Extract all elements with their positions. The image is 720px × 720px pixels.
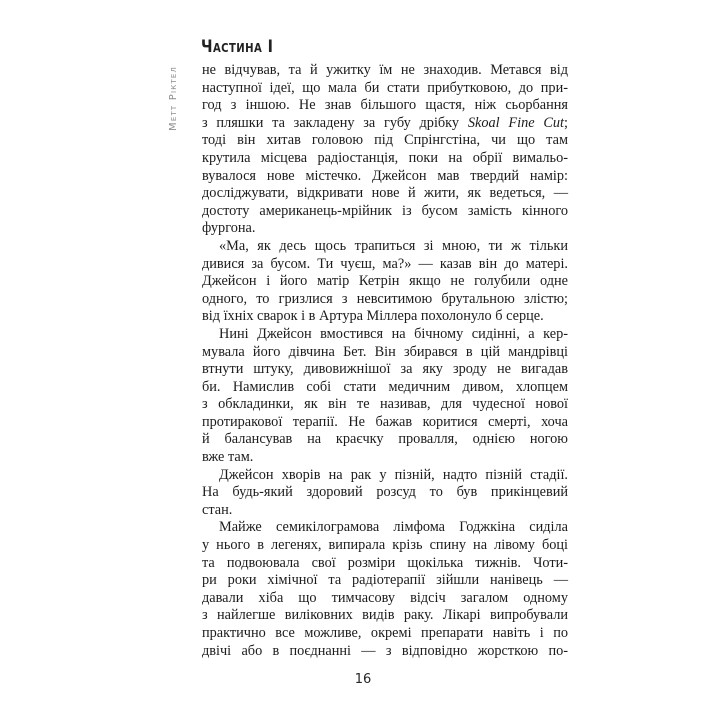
text-line: Нині Джейсон вмостився на бічному сидінні, а кер- xyxy=(219,325,568,342)
text-line: у нього в легенях, випирала крізь спину на лівому боці xyxy=(202,537,568,554)
text-line: Майже семикілограмова лімфома Годжкіна сиділа xyxy=(219,519,568,536)
text-line: втнути штуку, дивовижнішої за яку зроду не вигадав xyxy=(202,361,568,378)
text-line: «Ма, як десь щось трапиться зі мною, ти ж тільки xyxy=(219,237,568,254)
text-line: наступної ідеї, що мала би стати прибутковою, до при- xyxy=(202,79,568,96)
page-number: 16 xyxy=(354,672,372,687)
text-line: Джейсон хворів на рак у пізній, надто пізній стадії. xyxy=(219,466,568,483)
text-line: На будь-який здоровий розсуд то був прикінцевий xyxy=(202,484,568,501)
text-line: вже там. xyxy=(202,449,254,466)
text-line: двічі або в поєднанні — з відповідно жорсткою по- xyxy=(202,642,568,659)
text-line: год з іншою. Не знав більшого щастя, ніж сьорбання xyxy=(202,97,568,114)
text-line: ри роки хімічної та радіотерапії зійшли нанівець — xyxy=(202,572,568,589)
text-line: з найлегше виліковних видів раку. Лікарі випробували xyxy=(202,607,568,624)
text-line: стан. xyxy=(202,501,233,518)
text-line: протиракової терапії. Не бажав коритися смерті, хоча xyxy=(202,413,568,430)
text-line: би. Намислив собі стати медичним дивом, хлопцем xyxy=(202,378,568,395)
text-line: дивися за бусом. Ти чуєш, ма?» — казав він до матері. xyxy=(202,255,568,272)
page-body-text xyxy=(202,62,568,660)
text-line: від їхніх сварок і в Артура Міллера похолонуло б серце. xyxy=(202,308,544,325)
text-line: крутила місцева радіостанція, поки на обрії вимальо- xyxy=(202,149,568,166)
text-line: з пляшки та закладену за губу дрібку Skoal Fine Cut; xyxy=(202,114,568,131)
text-line: Джейсон і його матір Кетрін якщо не голубили одне xyxy=(202,273,568,290)
text-line: й балансував на краєчку провалля, однією ногою xyxy=(202,431,568,448)
text-line: досліджувати, відкривати нове й жити, як ведеться, — xyxy=(202,185,568,202)
chapter-heading: Частина I xyxy=(201,37,274,57)
text-line: з обкладинки, як він те називав, для чудесної нової xyxy=(202,396,568,413)
text-line: та подвоювала свої розміри щокілька тижнів. Чоти- xyxy=(202,554,568,571)
text-line: практично все можливе, окремі препарати навіть і по xyxy=(202,625,568,641)
text-line: фургона. xyxy=(202,220,256,237)
text-line: тоді він хитав головою під Спрінгстіна, чи що там xyxy=(202,132,568,149)
text-line: вувалося нове містечко. Джейсон мав твердий намір: xyxy=(202,167,568,184)
text-line: не відчував, та й ужитку їм не знаходив. Метався від xyxy=(202,62,568,78)
text-line: мувала його дівчина Бет. Він збирався в цій мандрівці xyxy=(202,343,568,360)
author-sidebar-text: Метт Ріктел xyxy=(168,65,179,131)
text-line: давали хіба що тимчасову відсіч загалом одному xyxy=(202,589,568,606)
text-line: достоту американець-мрійник із бусом замість кінного xyxy=(202,202,568,219)
text-line: одного, то гризлися з невситимою брутальною злістю; xyxy=(202,290,568,307)
